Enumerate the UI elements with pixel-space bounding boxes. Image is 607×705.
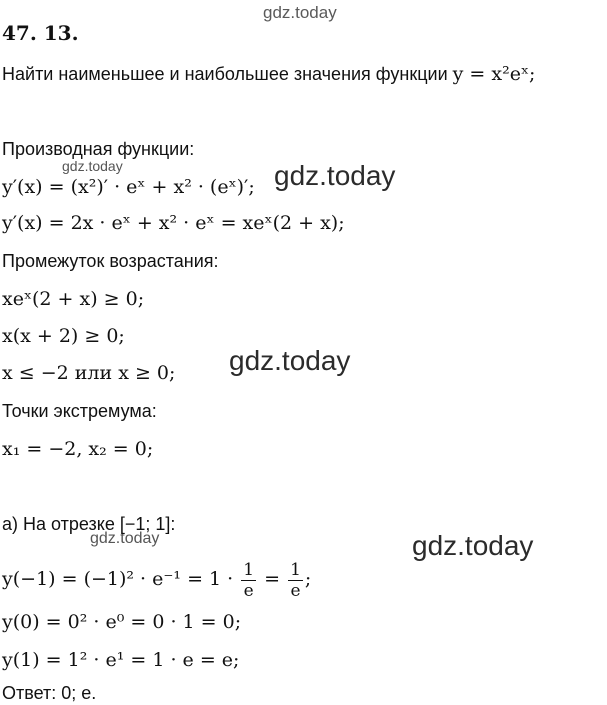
problem-statement: Найти наименьшее и наибольшее значения функции [2,64,453,84]
watermark-top: gdz.today [263,3,337,22]
increase-heading: Промежуток возрастания: [2,251,219,271]
increase-line-2: x(x + 2) ≥ 0; [2,325,125,347]
problem-number: 47. 13. [2,21,79,45]
extrema-line-1: x₁ = −2, x₂ = 0; [2,438,154,460]
fraction-2-denominator: e [290,580,301,601]
answer: Ответ: 0; e. [2,683,97,703]
problem-function: y = x²eˣ; [452,63,536,85]
part-a-line-1-left: y(−1) = (−1)² · e⁻¹ = 1 · [2,568,234,590]
fraction-2 [288,560,303,601]
problem-statement-line [2,63,535,85]
part-a-line-1 [2,557,311,601]
fraction-2-numerator: 1 [290,559,301,580]
increase-line-1: xeˣ(2 + x) ≥ 0; [2,288,145,310]
part-a-line-1-end: ; [304,568,312,590]
fraction-1 [241,560,256,601]
watermark-large-3: gdz.today [412,530,534,561]
watermark-small-1: gdz.today [62,158,123,174]
part-a-heading: а) На отрезке [−1; 1]: [2,514,176,534]
increase-line-3: x ≤ −2 или x ≥ 0; [2,362,176,384]
part-a-line-2: y(0) = 0² · e⁰ = 0 · 1 = 0; [2,611,242,633]
part-a-line-1-equals: = [264,568,281,590]
watermark-large-2: gdz.today [229,345,351,376]
derivative-line-2: y′(x) = 2x · eˣ + x² · eˣ = xeˣ(2 + x); [2,212,345,234]
extrema-heading: Точки экстремума: [2,401,157,421]
fraction-1-numerator: 1 [243,559,255,580]
fraction-1-denominator: e [243,580,254,601]
watermark-large-1: gdz.today [274,160,396,191]
watermark-small-2: gdz.today [90,530,160,547]
part-a-line-3: y(1) = 1² · e¹ = 1 · e = e; [2,649,240,671]
derivative-line-1: y′(x) = (x²)′ · eˣ + x² · (eˣ)′; [2,176,255,198]
derivative-heading: Производная функции: [2,139,195,159]
